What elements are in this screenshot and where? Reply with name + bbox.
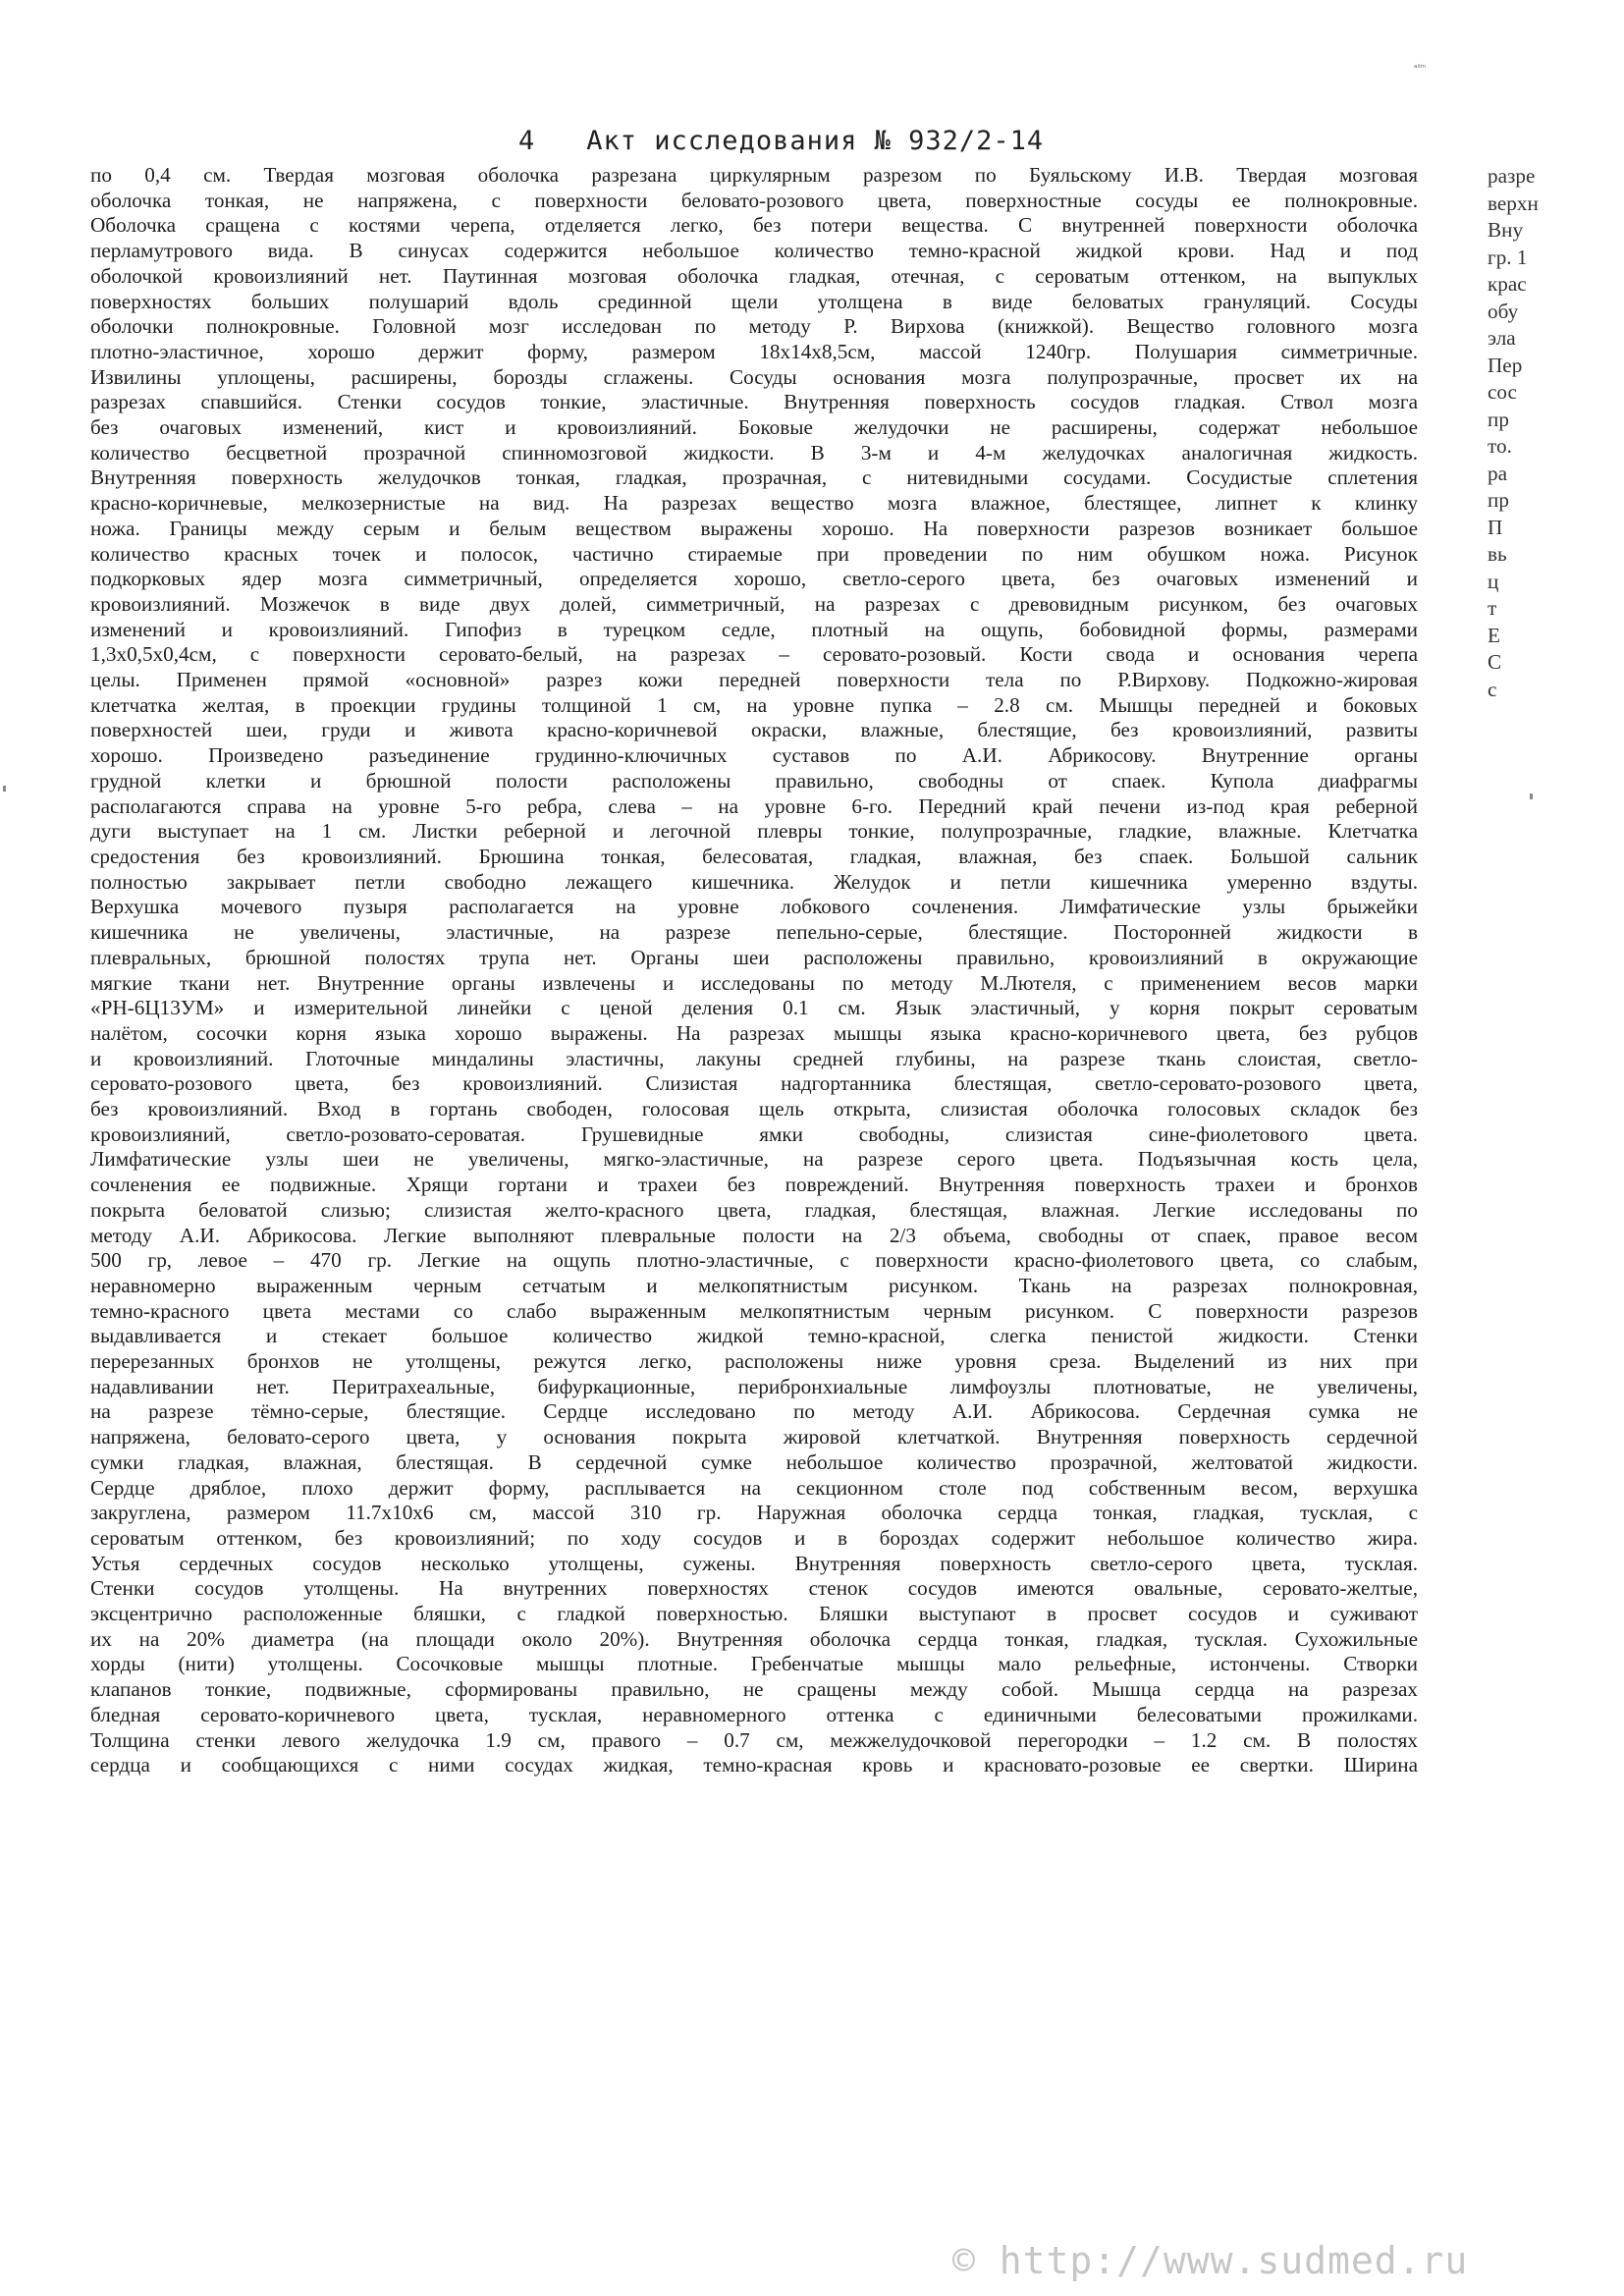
body-line: сероватым оттенком, без кровоизлияний; по ходу сосудов и в бороздах содержит небольшое количество жира. bbox=[90, 1525, 1418, 1550]
body-line: ножа. Границы между серым и белым веществом выражены хорошо. На поверхности разрезов возникает большое bbox=[90, 516, 1418, 540]
body-line: кровоизлияний, светло-розовато-сероватая. Грушевидные ямки свободны, слизистая сине-фиолетового цвета. bbox=[90, 1121, 1418, 1146]
body-line: оболочки полнокровные. Головной мозг исследован по методу Р. Вирхова (книжкой). Вещество головного мозга bbox=[90, 314, 1418, 339]
body-line: изменений и кровоизлияний. Гипофиз в турецком седле, плотный на ощупь, бобовидной формы, размерами bbox=[90, 617, 1418, 641]
body-line: грудной клетки и брюшной полости расположены правильно, свободны от спаек. Купола диафрагмы bbox=[90, 768, 1418, 793]
body-line: располагаются справа на уровне 5-го ребра, слева – на уровне 6-го. Передний край печени из-под края реберной bbox=[90, 793, 1418, 818]
page-number: 4 bbox=[518, 126, 536, 156]
body-line: поверхностях больших полушарий вдоль срединной щели утолщена в виде беловатых грануляций. Сосуды bbox=[90, 289, 1418, 313]
body-line: сочленения ее подвижные. Хрящи гортани и трахеи без повреждений. Внутренняя поверхность трахеи и бронхов bbox=[90, 1173, 1418, 1197]
body-line: серовато-розового цвета, без кровоизлияний. Слизистая надгортанника блестящая, светло-серовато-розового цвета, bbox=[90, 1071, 1418, 1096]
body-line: 500 гр, левое – 470 гр. Легкие на ощупь плотно-эластичные, с поверхности красно-фиолетового цвета, со слабым, bbox=[90, 1248, 1418, 1273]
body-line: перламутрового вида. В синусах содержится небольшое количество темно-красной жидкой крови. Над и под bbox=[90, 239, 1418, 263]
side-fragment: Е bbox=[1488, 623, 1500, 647]
body-line: «РН-6Ц13УМ» и измерительной линейки с ценой деления 0.1 см. Язык эластичный, у корня покрыт сероватым bbox=[90, 996, 1418, 1020]
side-fragment: крас bbox=[1488, 272, 1527, 296]
adjacent-page-fragment bbox=[1488, 163, 1539, 703]
side-fragment: с bbox=[1488, 677, 1497, 701]
body-line: Толщина стенки левого желудочка 1.9 см, правого – 0.7 см, межжелудочковой перегородки – 1.2 см. В полостях bbox=[90, 1727, 1418, 1752]
side-fragment: эла bbox=[1488, 326, 1516, 350]
side-fragment: ра bbox=[1488, 461, 1507, 485]
body-line: неравномерно выраженным черным сетчатым и мелкопятнистым рисунком. Ткань на разрезах полнокровная, bbox=[90, 1273, 1418, 1297]
page-header bbox=[518, 126, 1044, 156]
side-fragment: верхн bbox=[1488, 191, 1539, 215]
side-fragment: Вну bbox=[1488, 218, 1524, 242]
side-fragment: ц bbox=[1488, 569, 1499, 593]
body-line: Верхушка мочевого пузыря располагается на уровне лобкового сочленения. Лимфатические узлы брыжейки bbox=[90, 895, 1418, 919]
body-line: методу А.И. Абрикосова. Легкие выполняют плевральные полости на 2/3 объема, свободны от спаек, правое весом bbox=[90, 1223, 1418, 1247]
side-fragment: гр. 1 bbox=[1488, 245, 1528, 269]
watermark: © http://www.sudmed.ru bbox=[952, 2239, 1469, 2282]
body-line: кишечника не увеличены, эластичные, на разрезе пепельно-серые, блестящие. Посторонней жидкости в bbox=[90, 920, 1418, 945]
body-line: напряжена, беловато-серого цвета, у основания покрыта жировой клетчаткой. Внутренняя поверхность сердечной bbox=[90, 1425, 1418, 1449]
body-line: покрыта беловатой слизью; слизистая желто-красного цвета, гладкая, блестящая, влажная. Легкие исследованы по bbox=[90, 1197, 1418, 1222]
side-fragment: пр bbox=[1488, 407, 1509, 431]
side-fragment: С bbox=[1488, 650, 1502, 674]
body-line: на разрезе тёмно-серые, блестящие. Сердце исследовано по методу А.И. Абрикосова. Сердечная сумка не bbox=[90, 1399, 1418, 1424]
body-line: Извилины уплощены, расширены, борозды сглажены. Сосуды основания мозга полупрозрачные, просвет их на bbox=[90, 364, 1418, 389]
body-line: Оболочка сращена с костями черепа, отделяется легко, без потери вещества. С внутренней поверхности оболочка bbox=[90, 213, 1418, 238]
body-line: дуги выступает на 1 см. Листки реберной и легочной плевры тонкие, полупрозрачные, гладкие, влажные. Клетчатка bbox=[90, 819, 1418, 844]
body-line: Сердце дряблое, плохо держит форму, расплывается на секционном столе под собственным весом, верхушка bbox=[90, 1475, 1418, 1500]
side-fragment: обу bbox=[1488, 299, 1519, 323]
body-line: плотно-эластичное, хорошо держит форму, размером 18х14х8,5см, массой 1240гр. Полушария симметричные. bbox=[90, 339, 1418, 363]
body-line: количество бесцветной прозрачной спинномозговой жидкости. В 3-м и 4-м желудочках аналогичная жидкость. bbox=[90, 440, 1418, 465]
body-line: сердца и сообщающихся с ними сосудах жидкая, темно-красная кровь и красновато-розовые ее свертки. Ширина bbox=[90, 1753, 1418, 1777]
body-line: количество красных точек и полосок, частично стираемые при проведении по ним обушком ножа. Рисунок bbox=[90, 541, 1418, 566]
body-line: Лимфатические узлы шеи не увеличены, мягко-эластичные, на разрезе серого цвета. Подъязычная кость цела, bbox=[90, 1147, 1418, 1172]
body-line: эксцентрично расположенные бляшки, с гладкой поверхностью. Бляшки выступают в просвет сосудов и суживают bbox=[90, 1602, 1418, 1626]
side-fragment: вь bbox=[1488, 542, 1507, 566]
body-line: по 0,4 см. Твердая мозговая оболочка разрезана циркулярным разрезом по Буяльскому И.В. Твердая мозговая bbox=[90, 163, 1418, 187]
body-line: без очаговых изменений, кист и кровоизлияний. Боковые желудочки не расширены, содержат небольшое bbox=[90, 415, 1418, 440]
body-line: плевральных, брюшной полостях трупа нет. Органы шеи расположены правильно, кровоизлияний в окружающие bbox=[90, 945, 1418, 969]
body-line: клапанов тонкие, подвижные, сформированы правильно, не сращены между собой. Мышца сердца на разрезах bbox=[90, 1677, 1418, 1702]
body-line: закруглена, размером 11.7х10х6 см, массой 310 гр. Наружная оболочка сердца тонкая, гладкая, тусклая, с bbox=[90, 1501, 1418, 1525]
body-line: клетчатка желтая, в проекции грудины толщиной 1 см, на уровне пупка – 2.8 см. Мышцы передней и боковых bbox=[90, 692, 1418, 717]
body-line: перерезанных бронхов не утолщены, режутся легко, расположены ниже уровня среза. Выделений из них при bbox=[90, 1349, 1418, 1374]
corner-mark: ₐᵢₗₘ bbox=[1414, 61, 1427, 71]
body-line: выдавливается и стекает большое количество жидкой темно-красной, слегка пенистой жидкости. Стенки bbox=[90, 1324, 1418, 1348]
body-line: темно-красного цвета местами со слабо выраженным мелкопятнистым черным рисунком. С поверхности разрезов bbox=[90, 1298, 1418, 1323]
body-line: бледная серовато-коричневого цвета, тусклая, неравномерного оттенка с единичными белесоватыми прожилками. bbox=[90, 1702, 1418, 1726]
body-line: Внутренняя поверхность желудочков тонкая, гладкая, прозрачная, с нитевидными сосудами. Сосудистые сплетения bbox=[90, 465, 1418, 490]
body-line: целы. Применен прямой «основной» разрез кожи передней поверхности тела по Р.Вирхову. Подкожно-жировая bbox=[90, 668, 1418, 692]
body-line: без кровоизлияний. Вход в гортань свободен, голосовая щель открыта, слизистая оболочка голосовых складок без bbox=[90, 1097, 1418, 1121]
body-line: разрезах спавшийся. Стенки сосудов тонкие, эластичные. Внутренняя поверхность сосудов гладкая. Ствол мозга bbox=[90, 390, 1418, 414]
body-line: сумки гладкая, влажная, блестящая. В сердечной сумке небольшое количество прозрачной, желтоватой жидкости. bbox=[90, 1449, 1418, 1474]
margin-mark bbox=[1530, 793, 1533, 799]
body-line: налётом, сосочки корня языка хорошо выражены. На разрезах мышцы языка красно-коричневого цвета, без рубцов bbox=[90, 1020, 1418, 1045]
body-line: кровоизлияний. Мозжечок в виде двух долей, симметричный, на разрезах с древовидным рисунком, без очаговых bbox=[90, 591, 1418, 616]
document-title: Акт исследования № 932/2-14 bbox=[586, 126, 1045, 156]
side-fragment: Пер bbox=[1488, 353, 1523, 377]
side-fragment: сос bbox=[1488, 380, 1517, 404]
body-line: средостения без кровоизлияний. Брюшина тонкая, белесоватая, гладкая, влажная, без спаек. Большой сальник bbox=[90, 844, 1418, 868]
body-line: надавливании нет. Перитрахеальные, бифуркационные, перибронхиальные лимфоузлы плотноватые, не увеличены, bbox=[90, 1374, 1418, 1398]
body-line: красно-коричневые, мелкозернистые на вид. На разрезах вещество мозга влажное, блестящее, липнет к клинку bbox=[90, 491, 1418, 516]
side-fragment: т bbox=[1488, 596, 1497, 620]
body-line: 1,3х0,5х0,4см, с поверхности серовато-белый, на разрезах – серовато-розовый. Кости свода и основания черепа bbox=[90, 642, 1418, 667]
body-line: оболочкой кровоизлияний нет. Паутинная мозговая оболочка гладкая, отечная, с сероватым оттенком, на выпуклых bbox=[90, 263, 1418, 288]
side-fragment: разре bbox=[1488, 164, 1536, 188]
body-line: подкорковых ядер мозга симметричный, определяется хорошо, светло-серого цвета, без очаговых изменений и bbox=[90, 567, 1418, 591]
document-body bbox=[90, 163, 1418, 1778]
side-fragment: пр bbox=[1488, 488, 1509, 512]
body-line: Стенки сосудов утолщены. На внутренних поверхностях стенок сосудов имеются овальные, серовато-желтые, bbox=[90, 1576, 1418, 1601]
body-line: мягкие ткани нет. Внутренние органы извлечены и исследованы по методу М.Лютеля, с применением весов марки bbox=[90, 970, 1418, 995]
side-fragment: то. bbox=[1488, 434, 1512, 458]
body-line: поверхностей шеи, груди и живота красно-коричневой окраски, влажные, блестящие, без кровоизлияний, развиты bbox=[90, 718, 1418, 742]
body-line: хорошо. Произведено разъединение грудинно-ключичных суставов по А.И. Абрикосову. Внутренние органы bbox=[90, 743, 1418, 768]
body-line: их на 20% диаметра (на площади около 20%). Внутренняя оболочка сердца тонкая, гладкая, тусклая. Сухожильные bbox=[90, 1626, 1418, 1651]
body-line: Устья сердечных сосудов несколько утолщены, сужены. Внутренняя поверхность светло-серого цвета, тусклая. bbox=[90, 1551, 1418, 1575]
margin-mark bbox=[3, 786, 6, 792]
body-line: хорды (нити) утолщены. Сосочковые мышцы плотные. Гребенчатые мышцы мало рельефные, истончены. Створки bbox=[90, 1652, 1418, 1676]
side-fragment: П bbox=[1488, 515, 1503, 539]
body-line: полностью закрывает петли свободно лежащего кишечника. Желудок и петли кишечника умеренно вздуты. bbox=[90, 869, 1418, 894]
body-line: оболочка тонкая, не напряжена, с поверхности беловато-розового цвета, поверхностные сосуды ее полнокровные. bbox=[90, 188, 1418, 212]
body-line: и кровоизлияний. Глоточные миндалины эластичны, лакуны средней глубины, на разрезе ткань слоистая, светло- bbox=[90, 1046, 1418, 1070]
